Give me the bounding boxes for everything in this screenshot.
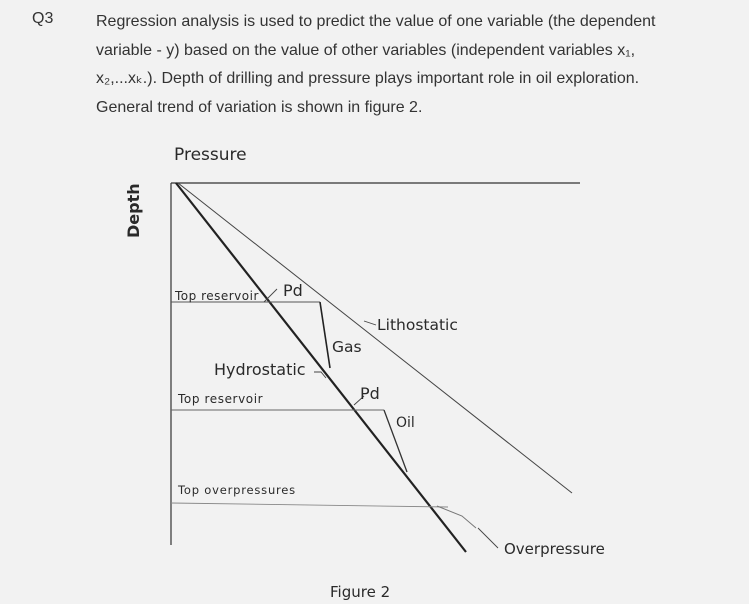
question-line: x₂,...xₖ.). Depth of drilling and pressure plays important role in oil exploration. (96, 70, 640, 87)
lithostatic-label: Lithostatic (377, 316, 458, 334)
overpressure-label: Overpressure (504, 540, 605, 558)
lithostatic-leader (364, 321, 376, 325)
pressure-label: Pressure (174, 145, 247, 165)
gas-label: Gas (332, 338, 362, 356)
pd-2-label: Pd (360, 384, 380, 403)
overpressure-leader (478, 528, 498, 548)
gas-gradient-line (320, 302, 330, 368)
overpressure-curve (437, 506, 476, 528)
question-number: Q3 (32, 10, 54, 27)
pd-1-label: Pd (283, 281, 303, 300)
question-line: variable - y) based on the value of other variables (independent variables x₁, (96, 41, 636, 59)
top-overpressures-line (171, 503, 448, 507)
lithostatic-line (178, 183, 572, 493)
top-overpressures-label: Top overpressures (178, 483, 296, 497)
question-line: Regression analysis is used to predict the value of one variable (the dependent (96, 13, 656, 30)
top-reservoir-1-label: Top reservoir (175, 289, 259, 303)
question-line: General trend of variation is shown in figure 2. (96, 98, 423, 116)
oil-label: Oil (396, 415, 415, 431)
figure-caption: Figure 2 (330, 583, 391, 601)
top-reservoir-2-label: Top reservoir (178, 392, 264, 406)
hydrostatic-label: Hydrostatic (214, 360, 306, 379)
pd-1-leader (264, 289, 277, 302)
depth-label: Depth (124, 183, 143, 238)
